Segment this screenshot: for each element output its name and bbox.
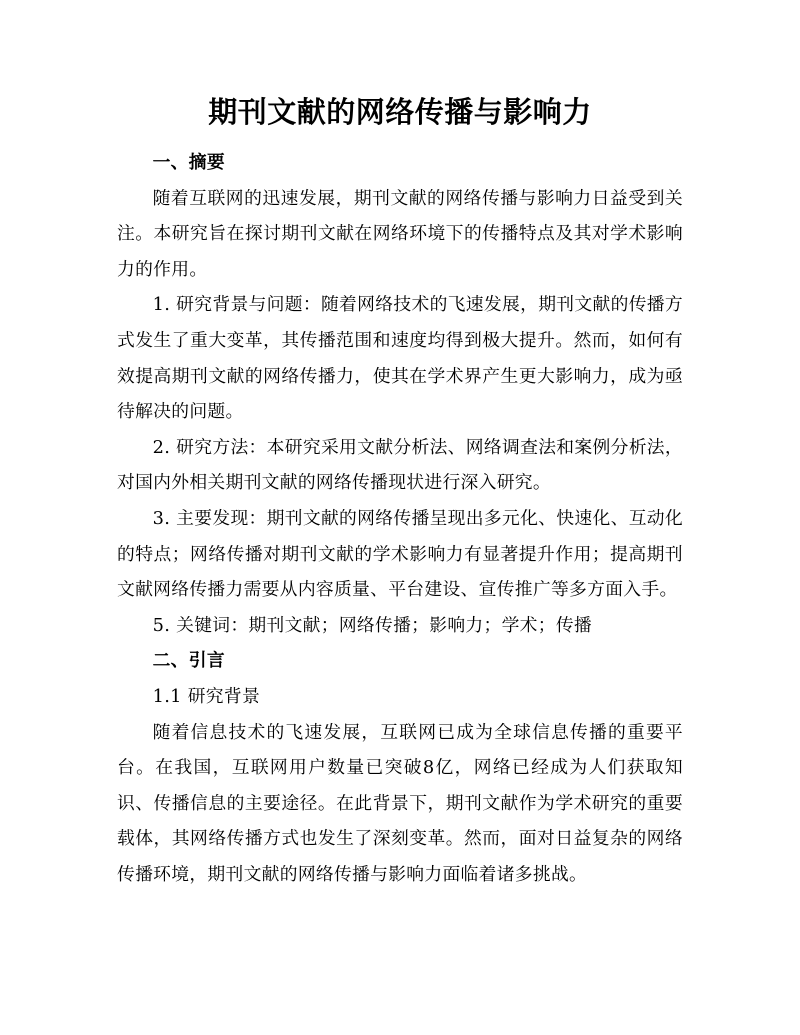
subsection-heading-background: 1.1 研究背景	[152, 685, 261, 707]
document-title: 期刊文献的网络传播与影响力	[208, 95, 592, 129]
abstract-item-findings: 3. 主要发现：期刊文献的网络传播呈现出多元化、快速化、互动化的特点；网络传播对期刊文献的学术影响力有显著提升作用；提高期刊文献网络传播力需要从内容质量、平台建设、宣传推广等多方面入手。	[117, 507, 683, 601]
section-heading-abstract: 一、摘要	[152, 152, 225, 173]
document-body	[117, 145, 683, 892]
section-heading-introduction: 二、引言	[152, 650, 225, 672]
abstract-paragraph: 随着互联网的迅速发展，期刊文献的网络传播与影响力日益受到关注。本研究旨在探讨期刊文献在网络环境下的传播特点及其对学术影响力的作用。	[117, 187, 683, 280]
abstract-item-background: 1. 研究背景与问题：随着网络技术的飞速发展，期刊文献的传播方式发生了重大变革，其传播范围和速度均得到极大提升。然而，如何有效提高期刊文献的网络传播力，使其在学术界产生更大影响力，成为亟待解决的问题。	[117, 294, 683, 423]
introduction-paragraph: 随着信息技术的飞速发展，互联网已成为全球信息传播的重要平台。在我国，互联网用户数量已突破8亿，网络已经成为人们获取知识、传播信息的主要途径。在此背景下，期刊文献作为学术研究的重要载体，其网络传播方式也发生了深刻变革。然而，面对日益复杂的网络传播环境，期刊文献的网络传播与影响力面临着诸多挑战。	[117, 721, 683, 885]
abstract-item-method: 2. 研究方法：本研究采用文献分析法、网络调查法和案例分析法，对国内外相关期刊文献的网络传播现状进行深入研究。	[117, 436, 683, 494]
abstract-item-keywords: 5. 关键词：期刊文献；网络传播；影响力；学术；传播	[152, 614, 592, 636]
